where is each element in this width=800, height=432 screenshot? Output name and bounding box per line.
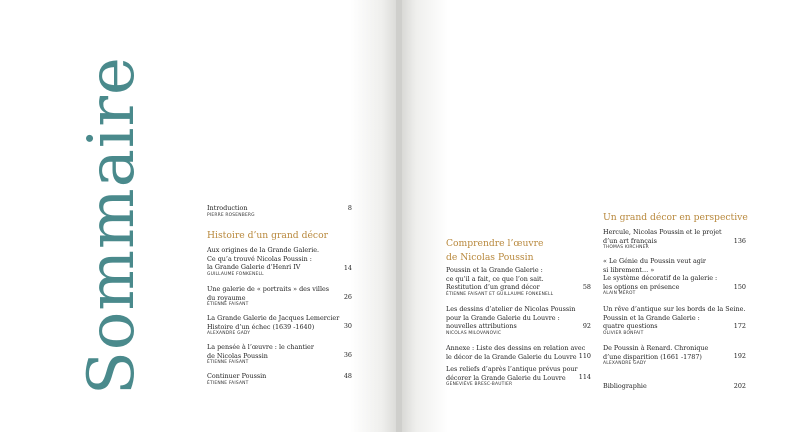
page-number: 136 [733,237,746,245]
entry-line: La pensée à l’œuvre : le chantier [207,343,314,351]
entry-line: Ce qu’a trouvé Nicolas Poussin : [207,254,312,263]
entry-line: Une galerie de « portraits » des villes [207,285,330,293]
entry-author: ALEXANDRE GADY [207,331,251,337]
entry-line: Bibliographie [603,382,647,390]
toc-entry [603,305,745,337]
entry-line: Un rêve d’antique sur les bords de la Seine. [603,305,746,313]
entry-author: ALAIN MÉROT [603,291,636,297]
entry-author: ÉTIENNE FAISANT [207,380,249,386]
page-number: 8 [347,204,352,212]
entry-line: Le système décoratif de la galerie : [603,274,718,283]
page-number: 36 [343,351,352,359]
entry-line: ce qu’il a fait, ce que l’on sait. [446,274,544,283]
page-number: 150 [733,283,746,291]
toc-entry [207,314,339,338]
page-number: 114 [578,373,591,381]
entry-line: les options en présence [603,282,680,291]
section-heading: Un grand décor en perspective [603,212,748,223]
toc-entry [446,365,578,389]
entry-line: Hercule, Nicolas Poussin et le projet [603,228,722,236]
entry-line: de Nicolas Poussin [207,351,268,360]
toc-entry [603,257,717,298]
entry-title: Introduction [207,204,248,212]
entry-line: décorer la Grande Galerie du Louvre [446,373,566,382]
entry-line: Poussin et la Grande Galerie : [603,313,700,322]
entry-line: la Grande Galerie d’Henri IV [207,263,301,272]
section-heading: Histoire d’un grand décor [207,230,328,241]
entry-author: ÉTIENNE FAISANT [207,360,249,366]
entry-author: PIERRE ROSENBERG [207,212,255,218]
page-number: 30 [343,322,352,330]
entry-line: d’un art français [603,236,657,245]
page-number: 202 [733,382,746,390]
entry-line: si librement… » [603,265,655,274]
toc-entry [603,382,647,391]
entry-line: Annexe : Liste des dessins en relation avec [446,344,586,352]
entry-author: ÉTIENNE FAISANT ET GUILLAUME FONKENELL [446,291,554,297]
page-number: 14 [343,264,352,272]
page-number: 172 [733,322,746,330]
entry-author: ALEXANDRE GADY [603,361,647,367]
toc-entry [207,246,319,278]
entry-line: « Le Génie du Poussin veut agir [603,257,706,265]
entry-line: du royaume [207,293,246,302]
entry-line: Aux origines de la Grande Galerie. [207,246,320,254]
entry-line: Continuer Poussin [207,372,267,380]
toc-entry-introduction [207,204,255,219]
section-heading-line: Comprendre l’œuvre [446,238,544,249]
toc-entry [446,266,553,298]
entry-author: ÉTIENNE FAISANT [207,302,249,308]
toc-entry [603,344,708,368]
page-number: 92 [582,322,591,330]
section-heading-line: de Nicolas Poussin [446,252,534,263]
page-number: 58 [582,283,591,291]
toc-entry [603,228,722,252]
page-number: 110 [578,352,591,360]
entry-line: Histoire d’un échec (1639 -1640) [207,322,315,331]
left-page [0,0,398,432]
toc-entry [207,343,314,367]
entry-author: GUILLAUME FONKENELL [207,271,264,277]
entry-line: Les reliefs d’après l’antique prévus pour [446,365,578,373]
section-heading [446,237,543,265]
entry-author: OLIVIER BONFAIT [603,330,644,336]
entry-author: THOMAS KIRCHNER [603,245,649,251]
entry-line: pour la Grande Galerie du Louvre : [446,313,560,322]
page-title: Sommaire [75,56,149,395]
entry-line: d’une disparition (1661 -1787) [603,352,702,361]
entry-line: De Poussin à Renard. Chronique [603,344,709,352]
toc-entry [207,372,266,387]
entry-author: GENEVIÈVE BRESC-BAUTIER [446,382,513,388]
entry-line: Les dessins d’atelier de Nicolas Poussin [446,305,576,313]
entry-line: Restitution d’un grand décor [446,283,540,292]
toc-entry [446,344,585,361]
toc-entry [446,305,575,337]
entry-line: quatre questions [603,322,658,331]
entry-line: La Grande Galerie de Jacques Lemercier [207,314,340,322]
toc-entry [207,285,329,309]
entry-line: le décor de la Grande Galerie du Louvre [446,352,577,361]
book-gutter [396,0,402,432]
page-number: 48 [343,372,352,380]
page-number: 192 [733,352,746,360]
entry-line: Poussin et la Grande Galerie : [446,266,543,274]
page-number: 26 [343,293,352,301]
entry-author: NICOLAS MILOVANOVIC [446,330,502,336]
entry-line: nouvelles attributions [446,322,517,331]
